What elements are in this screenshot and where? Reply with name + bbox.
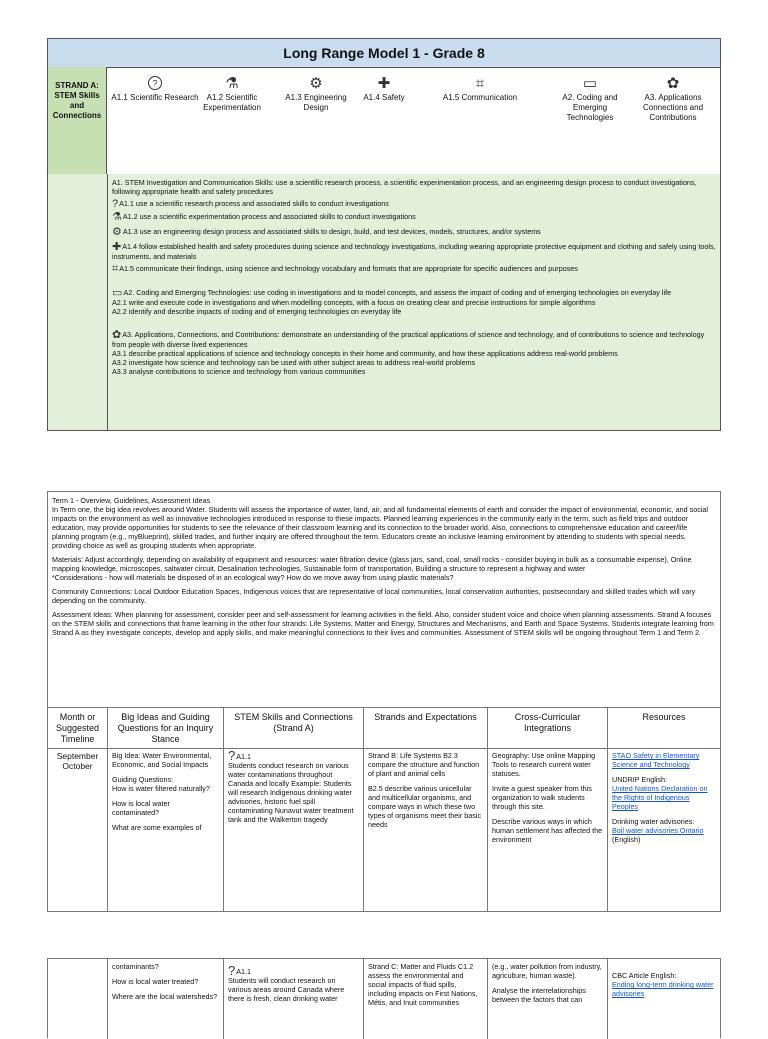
cbc-article-link[interactable]: Ending long-term drinking water advisories [612, 980, 714, 998]
a3-3: A3.3 analyse contributions to science and technology from various communities [112, 367, 366, 376]
svg-text:?: ? [152, 78, 158, 89]
a2-2: A2.2 identify and describe impacts of coding and of emerging technologies on everyday life [112, 307, 402, 316]
skill-a3: ✿ A3. Applications Connections and Contributions [628, 75, 718, 123]
cell-resources: STAO Safety in Elementary Science and Technology UNDRIP English: United Nations Declaration on the Rights of Indigenous Peoples Drinking water advisories: Boil water advisories Ontario (English) [612, 751, 708, 844]
continuation-table [47, 958, 721, 1038]
brain-icon: ✿ [666, 75, 680, 92]
skill-a1-2: ⚗ A1.2 Scientific Experimentation [196, 75, 268, 113]
cell-big-ideas: Big Idea: Water Environmental, Economic, and Social Impacts Guiding Questions: How is water filtered naturally? How is local water contaminated? What are some examples of [108, 748, 224, 912]
cell-strands: Strand B: Life Systems B2.3 compare the structure and function of plant and animal cells B2.5 describe various unicellular and multicellular organisms, and compare ways in which these two types of organisms meet their basic needs [364, 748, 488, 912]
a1-4-line: ✚A1.4 follow established health and safety procedures during science and technology investigations, including wearing appropriate protective equipment and clothing and safely using tools, instruments, and materials [112, 241, 716, 261]
stao-safety-link[interactable]: STAO Safety in Elementary Science and Technology [612, 751, 700, 769]
communication-icon: ⌗ [475, 75, 485, 92]
skill-a1-3: ⚙ A1.3 Engineering Design [276, 75, 356, 113]
a1-2-line: ⚗A1.2 use a scientific experimentation process and associated skills to conduct investigations [112, 211, 416, 223]
overview-title: Term 1 - Overview, Guidelines, Assessment Ideas [52, 496, 211, 505]
table-row [48, 748, 720, 912]
question-circle-icon: ? [228, 748, 236, 763]
question-circle-icon: ? [228, 963, 236, 978]
strand-empty-cell [48, 174, 107, 430]
cell-strands-cont: Strand C: Matter and Fluids C1.2 assess the environmental and social impacts of fluid spills, including impacts on First Nations, Métis, and Inuit communities [364, 959, 488, 1039]
strand-header-row [48, 67, 720, 175]
col-header-month: Month or Suggested Timeline [48, 708, 108, 748]
strand-label: STRAND A: STEM Skills and Connections [48, 67, 107, 174]
term-overview [48, 492, 720, 708]
undrip-link[interactable]: United Nations Declaration on the Rights of Indigenous Peoples [612, 784, 708, 811]
cell-stem-cont: ?A1.1 Students will conduct research on various areas around Canada where there is fresh, clean drinking water [224, 959, 364, 1039]
cell-month: September October [48, 748, 108, 912]
flask-icon: ⚗ [225, 75, 239, 92]
overview-considerations: *Considerations - how will materials be disposed of in an ecological way? How do we move away from using plastic materials? [52, 573, 454, 582]
question-circle-icon: ? [112, 198, 119, 210]
long-range-table [47, 38, 721, 431]
computer-icon: ▭ [112, 287, 123, 299]
brain-icon: ✿ [112, 329, 122, 341]
computer-icon: ▭ [582, 75, 598, 92]
boil-water-advisories-link[interactable]: Boil water advisories Ontario [612, 826, 704, 835]
overview-p1: In Term one, the big idea revolves around Water. Students will assess the importance of water, land, air, and all fundamental elements of earth and consider the impact of environmental, economic, and social impacts on the environment as well as innovative technologies introduced in response to these impacts. Planned learning experiences in the community early in the term, such as field trips and outdoor education, may provide opportunities for students to see the relevance of their classroom learning and its connection to the broader world. Also, connections to comprehensive education and career/life planning program (e.g., myBlueprint), skilled trades, and further inquiry are offered throughout the term. Educators create an inclusive learning environment by attending to students with special needs, providing choice as well as grouping students when appropriate. [52, 505, 709, 550]
a1-3-line: ⚙A1.3 use an engineering design process and associated skills to design, build, and test devices, models, structures, and/or systems [112, 226, 541, 238]
overview-materials: Materials: Adjust accordingly, depending on availability of equipment and resources: water filtration device (glass jars, sand, coal, small rocks - consider buying in bulk as a consumable expense), Online mapping knowledge, microscopes, saltwater circuit, Desalination technologies, Sustainable form of transportation, Building a structure to represent a highway and water [52, 555, 692, 573]
table-title: Long Range Model 1 - Grade 8 [48, 39, 720, 68]
safety-icon: ✚ [377, 75, 391, 92]
flask-icon: ⚗ [112, 211, 122, 223]
a2-head: ▭A2. Coding and Emerging Technologies: use coding in investigations and to model concepts, and assess the impact of coding and of emerging technologies on everyday life [112, 287, 672, 299]
col-header-big-ideas: Big Ideas and Guiding Questions for an Inquiry Stance [108, 708, 224, 748]
skill-a1-5: ⌗ A1.5 Communication [432, 75, 528, 103]
cell-cross-cont: (e.g., water pollution from industry, agriculture, human waste). Analyse the interrelationships between the factors that can [488, 959, 608, 1039]
safety-icon: ✚ [112, 241, 122, 253]
gear-icon: ⚙ [112, 226, 122, 238]
skill-a2: ▭ A2. Coding and Emerging Technologies [554, 75, 626, 123]
cell-month-cont [48, 959, 108, 1039]
a3-1: A3.1 describe practical applications of science and technology concepts in their home and community, and how these applications address real-world problems [112, 349, 618, 358]
overview-assessment: Assessment Ideas: When planning for assessment, consider peer and self-assessment for learning activities in the field. Also, consider student voice and choice when planning assessments. Strand A focuses on the STEM skills and connections that frame learning in the other four strands: Life Systems, Matter and Energy, Structures and Mechanisms, and Earth and Space Systems. Students integrate learning from Strand A as they investigate concepts, develop and apply skills, and make meaningful connections to their lives and communities. Assessment of STEM skills will be ongoing throughout Term 1 and Term 2. [52, 610, 714, 637]
question-circle-icon [110, 75, 200, 93]
a2-1: A2.1 write and execute code in investigations and when modelling concepts, with a focus on creating clear and precise instructions for simple algorithms [112, 298, 596, 307]
a1-1-line: ?A1.1 use a scientific research process and associated skills to conduct investigations [112, 198, 389, 210]
a1-5-line: ⌗A1.5 communicate their findings, using science and technology vocabulary and formats that are appropriate for specific audiences and purposes [112, 263, 578, 275]
col-header-cross-curricular: Cross-Curricular Integrations [488, 708, 608, 748]
skill-a1-4: ✚ A1.4 Safety [348, 75, 420, 103]
skill-a1-1: ? A1.1 Scientific Research [110, 75, 200, 103]
term-table [47, 491, 721, 912]
cell-stem: ?A1.1 Students conduct research on various water contaminations throughout Canada and locally Example: Students will research Indigenous drinking water advisories, historic fuel spill contaminating Nunavut water treatment tank and the Walkerton tragedy [224, 748, 364, 912]
communication-icon: ⌗ [112, 263, 119, 275]
a3-head: ✿A3. Applications, Connections, and Contributions: demonstrate an understanding of the practical applications of science and technology, and of contributions to science and technology from people with diverse lived experiences [112, 329, 705, 349]
cell-cross-curricular: Geography: Use online Mapping Tools to research current water statuses. Invite a guest speaker from this organization to walk students through this site. Describe various ways in which human settlement has affected the environment [488, 748, 608, 912]
a1-intro: A1. STEM Investigation and Communication Skills: use a scientific research process, a scientific experimentation process, and an engineering design process to conduct investigations, following appropriate health and safety procedures [112, 178, 697, 196]
cell-big-ideas-cont: contaminants? How is local water treated? Where are the local watersheds? [108, 959, 224, 1039]
col-header-resources: Resources [642, 712, 686, 722]
overview-community: Community Connections: Local Outdoor Education Spaces, Indigenous voices that are representative of local communities, local conservation authorities, postsecondary and skilled trades which will vary depending on the community. [52, 587, 696, 605]
strand-content [107, 174, 720, 430]
col-header-strands: Strands and Expectations [364, 708, 488, 748]
gear-icon: ⚙ [309, 75, 323, 92]
column-header-row [48, 708, 720, 749]
a3-2: A3.2 investigate how science and technology can be used with other subject areas to address real-world problems [112, 358, 476, 367]
cell-resources-cont: CBC Article English: Ending long-term drinking water advisories [612, 971, 714, 998]
col-header-stem: STEM Skills and Connections (Strand A) [224, 708, 364, 748]
